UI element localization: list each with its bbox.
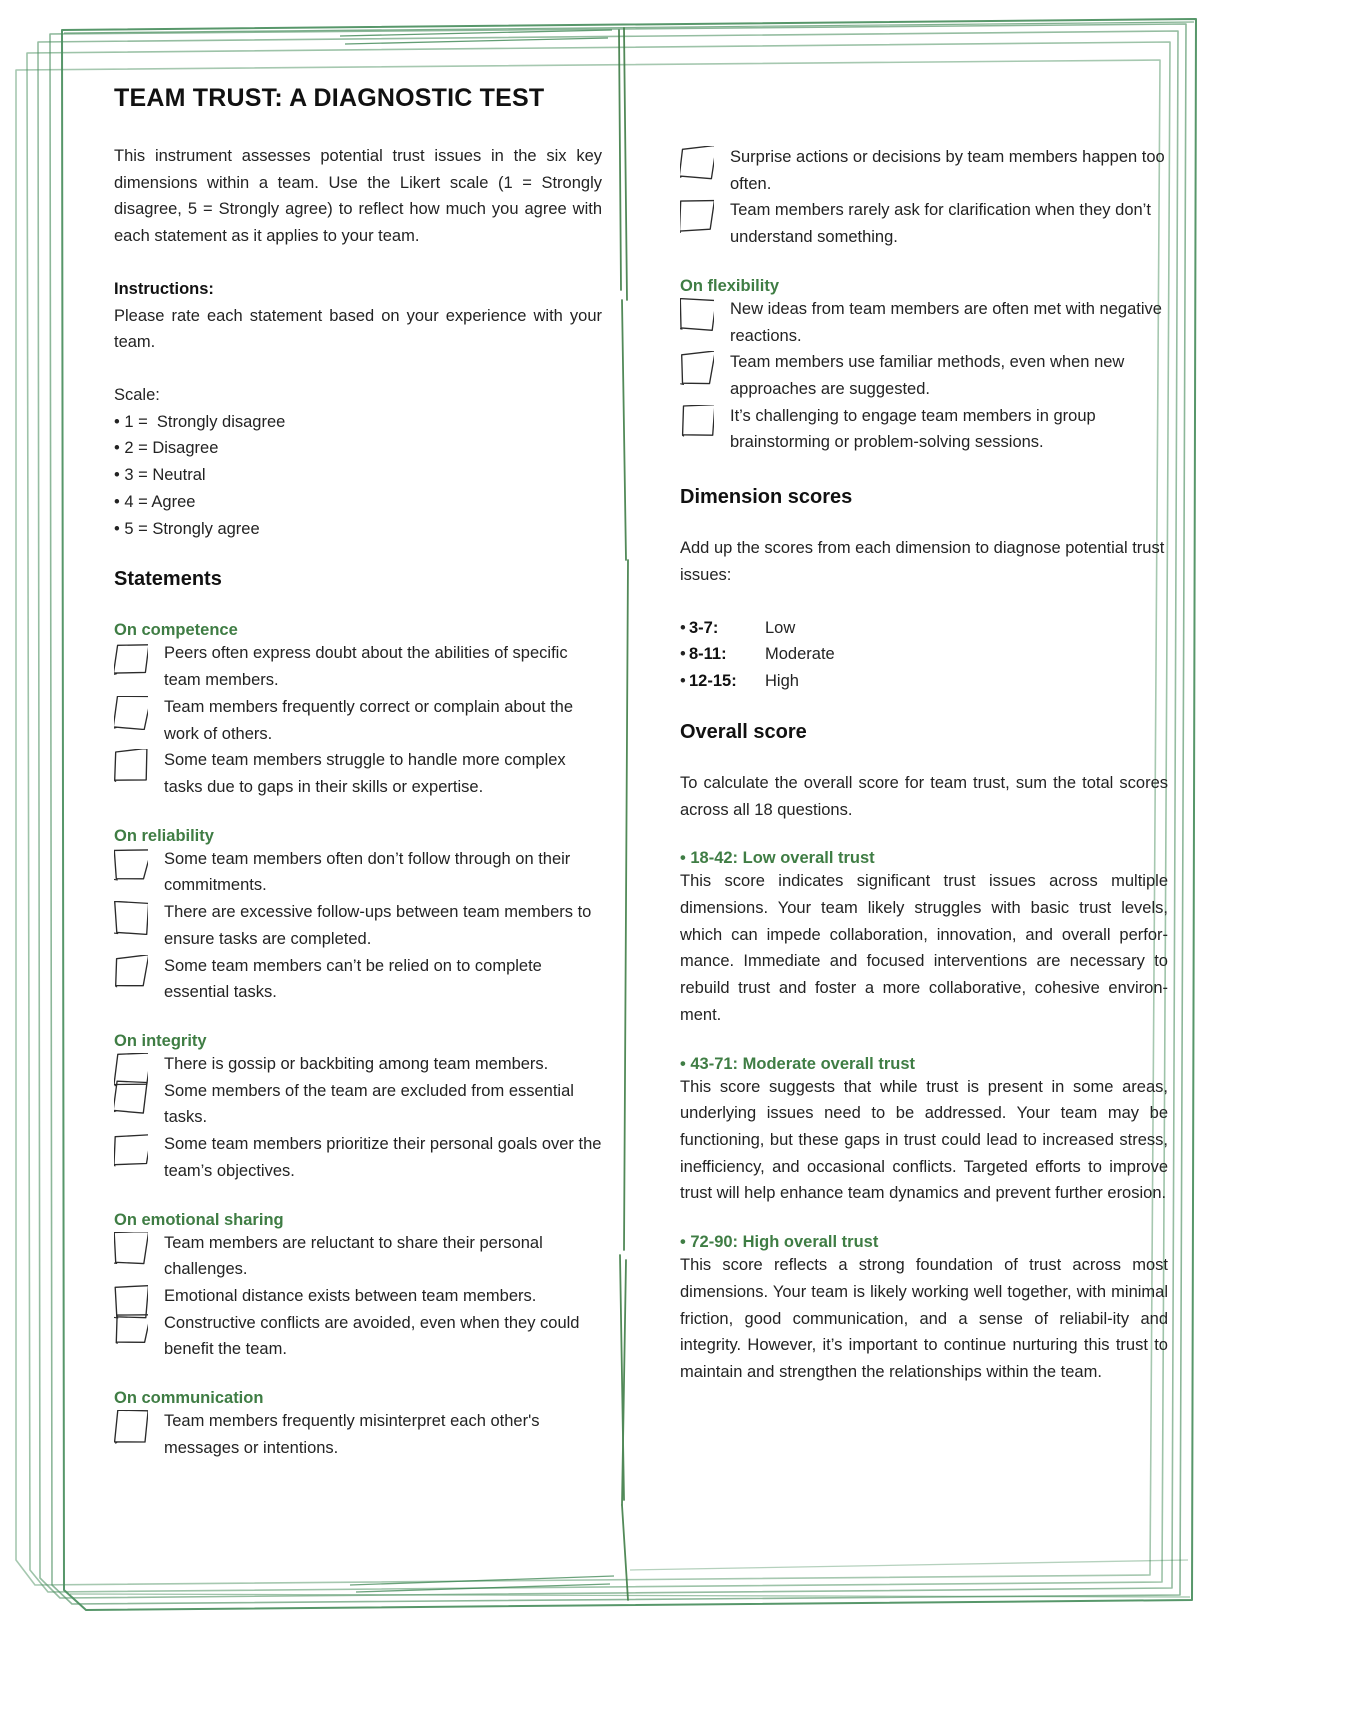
statement-row[interactable] [114,1283,602,1310]
checkbox-icon[interactable] [680,146,714,178]
checkbox-icon[interactable] [114,955,148,987]
statement-group-competence [114,640,602,800]
dimension-heading-flexibility: On flexibility [680,276,780,295]
trust-band-title-high: • 72-90: High overall trust [680,1233,879,1252]
score-level: Moderate [765,645,835,664]
scale-block [114,382,602,542]
checkbox-icon[interactable] [114,642,148,674]
checkbox-icon[interactable] [680,351,714,383]
statement-row[interactable] [680,197,1168,250]
statement-row[interactable] [114,1131,602,1184]
statement-group-emotional-sharing [114,1230,602,1364]
scale-label: Scale: [114,386,160,405]
trust-band-text-moderate: This score suggests that while trust is present in some areas, underlying issues need to be addressed. Your team may be functioning, but these gaps in trust could lead to increased stress, inefficiency, and occasional conflicts. Targeted efforts to improve trust will help enhance team dynamics and prevent further erosion. [680,1077,1168,1203]
statement-text: There is gossip or backbiting among team members. [164,1054,549,1073]
checkbox-icon[interactable] [680,199,714,231]
checkbox-icon[interactable] [114,1232,148,1264]
statement-row[interactable] [680,349,1168,402]
statement-text: Some members of the team are excluded from essential tasks. [164,1081,574,1127]
statement-row[interactable] [114,846,602,899]
trust-band-title-moderate: • 43-71: Moderate overall trust [680,1054,916,1073]
dimension-scores-heading: Dimension scores [680,486,853,509]
statement-text: Emotional distance exists between team members. [164,1287,537,1305]
dimension-heading-competence: On competence [114,621,238,640]
statement-text: Team members rarely ask for clarification when they don’t understand something. [730,201,1151,247]
trust-band-text-high: This score reflects a strong foundation of trust across most dimensions. Your team is likely working well together, with minimal friction, good communication, and a sense of reliabil-ity and integrity. However, it’s important to continue nurturing this trust to maintain and strengthen the relationships within the team. [680,1256,1168,1381]
dimension-heading-integrity: On integrity [114,1031,207,1050]
statement-row[interactable] [114,1230,602,1283]
scale-item-3: • 3 = Neutral [114,466,206,485]
statement-row[interactable] [114,899,602,952]
checkbox-icon[interactable] [114,1312,148,1344]
checkbox-icon[interactable] [114,901,148,933]
checkbox-icon[interactable] [114,1080,148,1112]
trust-band-title-low: • 18-42: Low overall trust [680,849,875,868]
score-level: Low [765,618,796,637]
dimension-heading-communication: On communication [114,1389,264,1408]
statement-text: New ideas from team members are often met with negative reactions. [730,299,1162,345]
statement-row[interactable] [114,1078,602,1131]
page-title: TEAM TRUST: A DIAGNOSTIC TEST [114,84,545,112]
statement-row[interactable] [680,144,1168,197]
statement-group-flexibility [680,296,1168,456]
statement-text: Some team members prioritize their personal goals over the team’s objectives. [164,1135,602,1180]
score-row [680,668,1168,695]
statement-row[interactable] [114,1310,602,1363]
statement-text: Some team members often don’t follow through on their commitments. [164,849,571,895]
dimension-heading-emotional-sharing: On emotional sharing [114,1210,284,1229]
statement-row[interactable] [114,1408,602,1461]
statement-group-communication-continued [680,144,1168,251]
dimension-scores-list [680,615,1168,695]
statement-group-reliability [114,846,602,1006]
scale-item-5: • 5 = Strongly agree [114,519,260,538]
instructions-label: Instructions: [114,279,214,298]
scale-item-2: • 2 = Disagree [114,439,219,458]
score-range: 12-15: [689,672,737,691]
statements-heading: Statements [114,568,222,591]
statement-text: Some team members struggle to handle more complex tasks due to gaps in their skills or expertise. [164,751,566,796]
statement-row[interactable] [680,403,1168,456]
checkbox-icon[interactable] [680,405,714,437]
statement-text: Peers often express doubt about the abilities of specific team members. [164,644,568,690]
instructions-text: Please rate each statement based on your experience with your team. [114,306,602,352]
statement-text: There are excessive follow-ups between team members to ensure tasks are completed. [164,903,592,948]
checkbox-icon[interactable] [114,1410,148,1442]
checkbox-icon[interactable] [680,298,714,330]
statement-text: Team members use familiar methods, even when new approaches are suggested. [730,353,1125,399]
scale-item-1: • 1 = Strongly disagree [114,412,286,431]
statement-row[interactable] [114,640,602,693]
bullet-glyph: • [680,618,686,637]
statement-group-integrity [114,1051,602,1185]
score-row [680,615,1168,642]
checkbox-icon[interactable] [114,696,148,728]
checkbox-icon[interactable] [114,848,148,880]
statement-group-communication [114,1408,602,1461]
intro-paragraph: This instrument assesses potential trust issues in the six key dimensions within a team. Use the Likert scale (1 = Strongly disagree, 5 = Strongly agree) to reflect how much you agree with each statement as it applies to your team. [114,147,602,246]
bullet-glyph: • [680,645,686,664]
overall-score-intro: To calculate the overall score for team trust, sum the total scores across all 18 questions. [680,773,1168,819]
checkbox-icon[interactable] [114,749,148,781]
right-column [680,144,1168,1386]
statement-row[interactable] [114,694,602,747]
left-column [114,84,602,1462]
score-level: High [765,672,799,691]
statement-text: Team members frequently misinterpret each other's messages or intentions. [164,1412,540,1457]
score-row [680,641,1168,668]
statement-text: Team members frequently correct or complain about the work of others. [164,697,574,743]
statement-text: Team members are reluctant to share their personal challenges. [164,1233,543,1279]
statement-text: Surprise actions or decisions by team members happen too often. [730,148,1165,193]
score-range: 8-11: [689,645,727,664]
statement-text: It’s challenging to engage team members in group brainstorming or problem-solving sessions. [730,406,1096,452]
checkbox-icon[interactable] [114,1133,148,1165]
statement-text: Some team members can’t be relied on to complete essential tasks. [164,956,542,1002]
score-range: 3-7: [689,618,719,637]
dimension-scores-intro: Add up the scores from each dimension to diagnose potential trust issues: [680,539,1165,584]
statement-text: Constructive conflicts are avoided, even when they could benefit the team. [164,1313,580,1359]
statement-row[interactable] [114,1051,602,1078]
statement-row[interactable] [114,953,602,1006]
statement-row[interactable] [114,747,602,800]
scale-item-4: • 4 = Agree [114,492,196,511]
statement-row[interactable] [680,296,1168,349]
bullet-glyph: • [680,672,686,691]
overall-score-heading: Overall score [680,720,807,743]
dimension-heading-reliability: On reliability [114,826,214,845]
trust-band-text-low: This score indicates significant trust issues across multiple dimensions. Your team likely struggles with basic trust levels, which can impede collaboration, innovation, and overall perfor-mance. Immediate and focused interventions are necessary to rebuild trust and foster a more collaborative, cohesive environ-ment. [680,872,1168,1024]
